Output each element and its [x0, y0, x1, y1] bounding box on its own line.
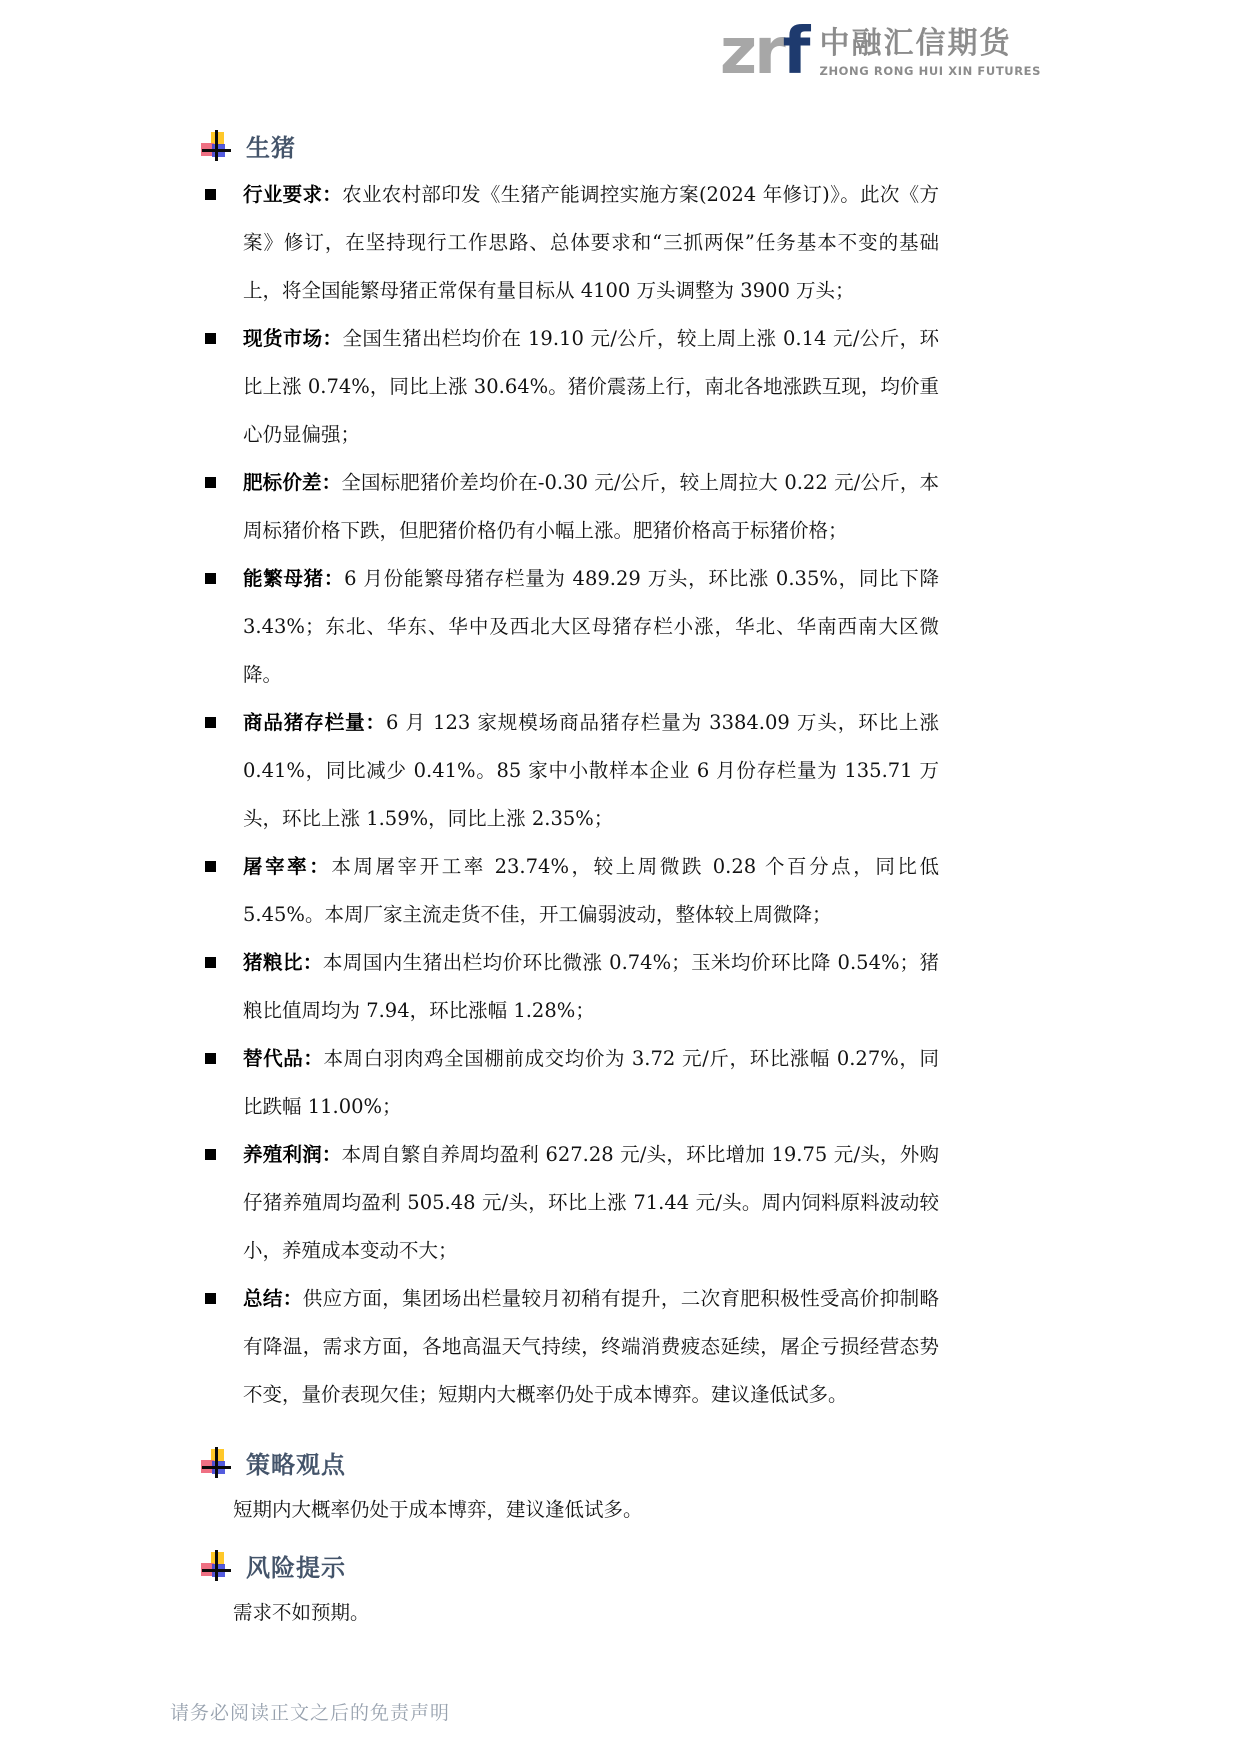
logo-names: [820, 27, 1042, 78]
list-item: [205, 459, 939, 555]
section-header: [200, 128, 1241, 163]
company-name-chinese: 中融汇信期货: [819, 26, 1012, 62]
bullet-text: 本周屠宰开工率 23.74%，较上周微跌 0.28 个百分点，同比低 5.45%。本周厂家主流走货不佳，开工偏弱波动，整体较上周微降；: [243, 855, 939, 926]
marker-cross-horizontal: [202, 1466, 231, 1469]
company-name-english: ZHONG RONG HUI XIN FUTURES: [819, 64, 1041, 79]
section-marker-icon: [200, 130, 232, 162]
section-header: [200, 1445, 1241, 1480]
section-risk: [0, 1548, 1241, 1637]
logo-f-letter: f: [782, 15, 808, 89]
bullet-text: 供应方面，集团场出栏量较月初稍有提升，二次育肥积极性受高价抑制略有降温，需求方面，各地高温天气持续，终端消费疲态延续，屠企亏损经营态势不变，量价表现欠佳；短期内大概率仍处于成本博弈。建议逢低试多。: [243, 1287, 939, 1406]
bullet-square-icon: [205, 333, 216, 344]
logo-zr-letters: zr: [719, 15, 783, 89]
bullet-square-icon: [205, 477, 216, 488]
bullet-text: 农业农村部印发《生猪产能调控实施方案(2024 年修订)》。此次《方案》修订，在坚持现行工作思路、总体要求和“三抓两保”任务基本不变的基础上，将全国能繁母猪正常保有量目标从 4100 万头调整为 3900 万头；: [243, 183, 939, 302]
bullet-label: 肥标价差：: [243, 471, 342, 494]
bullet-list: [205, 171, 939, 1419]
bullet-label: 猪粮比：: [243, 951, 323, 974]
bullet-label: 现货市场：: [243, 327, 343, 350]
bullet-label: 能繁母猪：: [243, 567, 345, 590]
bullet-label: 总结：: [243, 1287, 303, 1310]
list-item: [205, 1131, 939, 1275]
risk-paragraph: 需求不如预期。: [233, 1601, 370, 1624]
section-title: 策略观点: [246, 1450, 346, 1479]
list-item: [205, 1035, 939, 1131]
bullet-square-icon: [205, 1293, 216, 1304]
bullet-text: 本周白羽肉鸡全国棚前成交均价为 3.72 元/斤，环比涨幅 0.27%，同比跌幅 11.00%；: [243, 1047, 939, 1118]
bullet-square-icon: [205, 957, 216, 968]
bullet-label: 替代品：: [243, 1047, 324, 1070]
bullet-square-icon: [205, 861, 216, 872]
company-logo: [719, 15, 1041, 89]
bullet-square-icon: [205, 573, 216, 584]
bullet-square-icon: [205, 189, 216, 200]
section-hogs: [0, 128, 1241, 1419]
bullet-square-icon: [205, 1053, 216, 1064]
bullet-text: 本周国内生猪出栏均价环比微涨 0.74%；玉米均价环比降 0.54%；猪粮比值周均为 7.94，环比涨幅 1.28%；: [243, 951, 939, 1022]
list-item: [205, 171, 939, 315]
logo-zrf-mark: [719, 15, 808, 89]
bullet-square-icon: [205, 717, 216, 728]
marker-cross-vertical: [215, 130, 218, 161]
strategy-paragraph: 短期内大概率仍处于成本博弈，建议逢低试多。: [233, 1498, 643, 1521]
bullet-label: 养殖利润：: [243, 1143, 342, 1166]
bullet-label: 商品猪存栏量：: [243, 711, 386, 734]
bullet-text: 全国标肥猪价差均价在-0.30 元/公斤，较上周拉大 0.22 元/公斤，本周标猪价格下跌，但肥猪价格仍有小幅上涨。肥猪价格高于标猪价格；: [243, 471, 939, 542]
marker-cross-horizontal: [202, 149, 231, 152]
section-title: 生猪: [246, 133, 296, 162]
list-item: [205, 555, 939, 699]
list-item: [205, 315, 939, 459]
bullet-text: 全国生猪出栏均价在 19.10 元/公斤，较上周上涨 0.14 元/公斤，环比上涨 0.74%，同比上涨 30.64%。猪价震荡上行，南北各地涨跌互现，均价重心仍显偏强；: [243, 327, 939, 446]
bullet-square-icon: [205, 1149, 216, 1160]
list-item: [205, 1275, 939, 1419]
report-body: [0, 128, 1241, 1637]
section-strategy: [0, 1445, 1241, 1534]
bullet-text: 本周自繁自养周均盈利 627.28 元/头，环比增加 19.75 元/头，外购仔猪养殖周均盈利 505.48 元/头，环比上涨 71.44 元/头。周内饲料原料波动较小，养殖成本变动不大；: [243, 1143, 939, 1262]
bullet-label: 行业要求：: [243, 183, 343, 206]
marker-cross-vertical: [215, 1447, 218, 1478]
section-title: 风险提示: [246, 1553, 346, 1582]
bullet-text: 6 月 123 家规模场商品猪存栏量为 3384.09 万头，环比上涨 0.41%，同比减少 0.41%。85 家中小散样本企业 6 月份存栏量为 135.71 万头，环比上涨 1.59%，同比上涨 2.35%；: [243, 711, 939, 830]
marker-cross-vertical: [215, 1550, 218, 1581]
footer-disclaimer: 请务必阅读正文之后的免责声明: [170, 1702, 451, 1724]
marker-cross-horizontal: [202, 1569, 231, 1572]
list-item: [205, 939, 939, 1035]
list-item: [205, 699, 939, 843]
bullet-text: 6 月份能繁母猪存栏量为 489.29 万头，环比涨 0.35%，同比下降 3.43%；东北、华东、华中及西北大区母猪存栏小涨，华北、华南西南大区微降。: [243, 567, 939, 686]
list-item: [205, 843, 939, 939]
bullet-label: 屠宰率：: [243, 855, 332, 878]
section-marker-icon: [200, 1550, 232, 1582]
section-header: [200, 1548, 1241, 1583]
section-marker-icon: [200, 1447, 232, 1479]
